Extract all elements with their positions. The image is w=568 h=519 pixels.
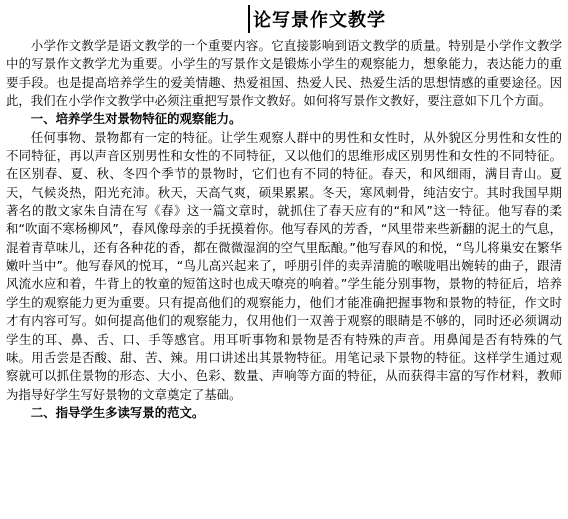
intro-paragraph: 小学作文教学是语文教学的一个重要内容。它直接影响到语文教学的质量。特别是小学作文教学中的写景作文教学尤为重要。小学生的写景作文是锻炼小学生的观察能力，想象能力，表达能力的重要手段。也是提高培养学生的爱美情趣、热爱祖国、热爱人民、热爱生活的思想情感的重要途径。因此，我们在小学作文教学中必须注重把写景作文教好。如何将写景作文教好，要注意如下几个方面。 [6, 38, 562, 109]
section-2-heading: 二、指导学生多读写景的范文。 [30, 404, 205, 420]
document-title: 论写景作文教学 [253, 10, 386, 31]
section-1-heading: 一、培养学生对景物特征的观察能力。 [30, 111, 242, 127]
section-1-paragraph: 任何事物、景物都有一定的特征。让学生观察人群中的男性和女性时，从外貌区分男性和女性的不同特征，再以声音区别男性和女性的不同特征，又以他们的思维形成区别男性和女性的不同特征。在区别春、夏、秋、冬四个季节的景物时，它们也有不同的特征。春天，和风细雨，满目青山。夏天，气候炎热，阳光充沛。秋天，天高气爽，硕果累累。冬天，寒风刺骨，纯洁安宁。其时我国早期著名的散文家朱自清在写《春》这一篇文章时，就抓住了春天应有的“和风”这一特征。他写春的柔和“吹面不寒杨柳风”，春风像母亲的手抚摸着你。他写春风的芳香，“风里带来些新翻的泥土的气息，混着青草味儿，还有各种花的香，都在微微湿润的空气里酝酿。”他写春风的和悦，“鸟儿将巢安在繁华嫩叶当中”。他写春风的悦耳，“鸟儿高兴起来了，呼朋引伴的卖弄清脆的喉咙唱出婉转的曲子，跟清风流水应和着，牛背上的牧童的短笛这时也成天嘹亮的响着。”学生能分别事物，景物的特征后，培养学生的观察能力更为重要。只有提高他们的观察能力，他们才能准确把握事物和景物的特征，作文时才有内容可写。如何提高他们的观察能力，仅用他们一双善于观察的眼睛是不够的，同时还必须调动学生的耳、鼻、舌、口、手等感官。用耳听事物和景物是否有特殊的声音。用鼻闻是否有特殊的气味。用舌尝是否酸、甜、苦、辣。用口讲述出其景物特征。用笔记录下景物的特征。这样学生通过观察就可以抓住景物的形态、大小、色彩、数量、声响等方面的特征，从而获得丰富的写作材料，教师为指导好学生写好景物的文章奠定了基础。 [6, 129, 562, 402]
text-cursor [248, 5, 250, 33]
title-area [248, 4, 386, 34]
document-body [6, 37, 562, 422]
